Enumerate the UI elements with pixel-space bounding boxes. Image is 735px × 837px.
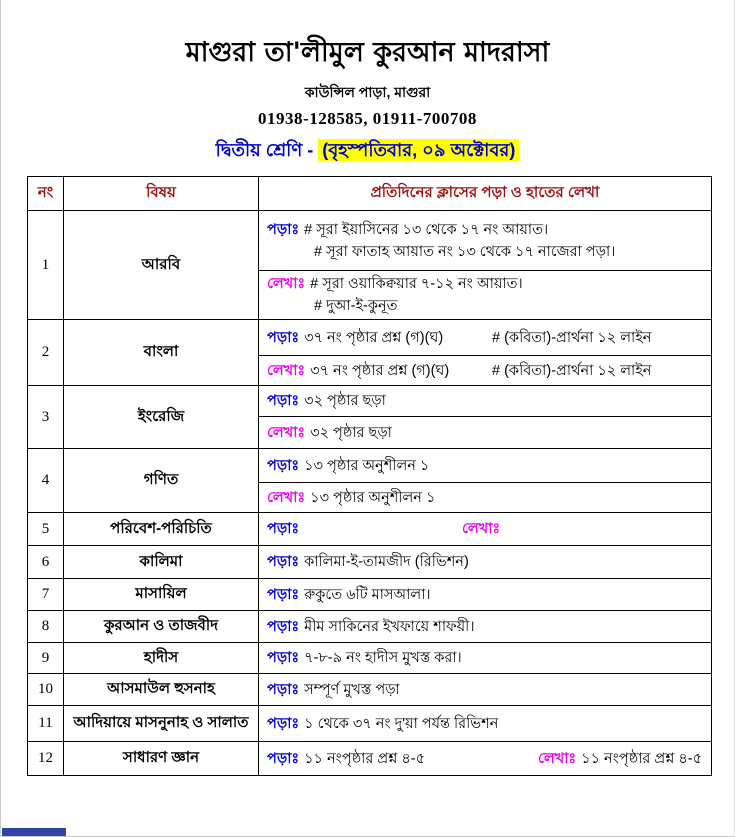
column-header-serial: নং [28,177,64,211]
read-label: পড়াঃ [267,586,300,603]
lesson-text: # সূরা ওয়াকিক্বয়ার ৭-১২ নং আয়াত। [310,276,523,292]
write-label: লেখাঃ [267,362,306,379]
row-number-cell: 2 [28,320,64,386]
lesson-text: মীম সাকিনের ইখফায়ে শাফয়ী। [304,618,475,635]
lesson-line [267,647,703,669]
content-cell [259,320,712,356]
subject-cell: পরিবেশ-পরিচিতি [64,513,259,546]
lesson-line [267,748,703,770]
lesson-line [267,584,703,606]
lesson-mid-chunk [462,518,505,540]
write-label: লেখাঃ [462,521,501,537]
row-number-cell: 10 [28,674,64,706]
content-cell [259,742,712,776]
content-cell [259,386,712,417]
read-label: পড়াঃ [267,554,300,570]
row-number-cell: 3 [28,386,64,449]
content-cell [259,417,712,449]
subject-cell: কালিমা [64,546,259,579]
subject-cell: ইংরেজি [64,386,259,449]
table-row [28,643,712,674]
lesson-line [267,455,703,477]
table-header-row [28,177,712,211]
read-label: পড়াঃ [267,750,300,767]
write-label: লেখাঃ [267,276,306,292]
table-row [28,742,712,776]
content-cell [259,674,712,706]
lesson-text: ১ থেকে ৩৭ নং দু'য়া পর্যন্ত রিভিশন [304,715,499,732]
row-number-cell: 9 [28,643,64,674]
subject-cell: মাসায়িল [64,579,259,611]
read-label: পড়াঃ [267,650,300,666]
subject-cell: সাধারণ জ্ঞান [64,742,259,776]
table-row [28,320,712,356]
content-cell [259,546,712,579]
lesson-line-2: # দুআ-ই-কুনূত [314,298,398,314]
subject-cell: বাংলা [64,320,259,386]
lesson-line [267,327,703,349]
lesson-line [267,679,703,701]
lesson-mid-chunk [492,360,651,382]
content-cell [259,611,712,643]
write-label: লেখাঃ [267,489,306,506]
class-heading [1,137,734,163]
lesson-mid-text: # (কবিতা)-প্রার্থনা ১২ লাইন [492,362,652,379]
row-number-cell: 1 [28,211,64,320]
lesson-text: ১৩ পৃষ্ঠার অনুশীলন ১ [304,457,430,474]
column-header-lesson: প্রতিদিনের ক্লাসের পড়া ও হাতের লেখা [259,177,712,211]
class-name-label: দ্বিতীয় শ্রেণি - [215,140,319,160]
row-number-cell: 11 [28,706,64,742]
content-cell [259,513,712,546]
read-label: পড়াঃ [267,457,300,474]
lesson-text: ৩২ পৃষ্ঠার ছড়া [304,393,386,409]
table-row [28,706,712,742]
lesson-line [267,422,703,444]
row-number-cell: 4 [28,449,64,513]
table-row [28,513,712,546]
lesson-line [267,487,703,509]
read-label: পড়াঃ [267,521,300,537]
lesson-text: ৭-৮-৯ নং হাদীস মুখস্ত করা। [304,650,462,666]
subject-cell: আসমাউল হুসনাহ [64,674,259,706]
lesson-text: ৩২ পৃষ্ঠার ছড়া [310,424,392,441]
lesson-line-2: # সূরা ফাতাহ আয়াত নং ১৩ থেকে ১৭ নাজেরা পড়া। [314,243,616,260]
content-cell [259,356,712,386]
table-row [28,546,712,579]
lesson-schedule-table [27,176,712,776]
subject-cell: আদিয়ায়ে মাসনুনাহ ও সালাত [64,706,259,742]
table-row [28,579,712,611]
content-cell [259,706,712,742]
subject-cell: আরবি [64,211,259,320]
subject-cell: গণিত [64,449,259,513]
table-row [28,449,712,483]
lesson-line [267,616,703,638]
lesson-mid-text: ১১ নংপৃষ্ঠার প্রশ্ন ৪-৫ [581,750,703,767]
phone-numbers: 01938-128585, 01911-700708 [258,109,477,128]
table-row [28,386,712,417]
lesson-line [267,713,703,735]
write-label: লেখাঃ [538,750,577,767]
lesson-text: # সূরা ইয়াসিনের ১৩ থেকে ১৭ নং আয়াত। [304,221,549,238]
read-label: পড়াঃ [267,715,300,732]
row-number-cell: 12 [28,742,64,776]
lesson-mid-chunk [492,327,651,349]
lesson-line [267,360,703,382]
row-number-cell: 6 [28,546,64,579]
lesson-line [267,518,703,540]
content-cell [259,579,712,611]
row-number-cell: 5 [28,513,64,546]
lesson-text: ৩৭ নং পৃষ্ঠার প্রশ্ন (গ)(ঘ) [310,362,450,379]
read-label: পড়াঃ [267,221,300,238]
content-cell [259,643,712,674]
address-line: কাউন্সিল পাড়া, মাগুরা [304,84,431,100]
lesson-text: সম্পূর্ণ মুখস্ত পড়া [304,681,400,698]
content-cell [259,449,712,483]
bottom-left-blue-bar [2,828,66,836]
lesson-text: কালিমা-ই-তামজীদ (রিভিশন) [304,554,469,570]
row-number-cell: 8 [28,611,64,643]
lesson-line [267,219,703,241]
lesson-line [267,551,703,573]
content-cell [259,271,712,320]
lesson-line [267,273,703,295]
subject-cell: হাদীস [64,643,259,674]
read-label: পড়াঃ [267,618,300,635]
subject-cell: কুরআন ও তাজবীদ [64,611,259,643]
lesson-text: ১১ নংপৃষ্ঠার প্রশ্ন ৪-৫ [304,750,426,767]
lesson-line [267,390,703,412]
lesson-text: ১৩ পৃষ্ঠার অনুশীলন ১ [310,489,436,506]
column-header-subject: বিষয় [64,177,259,211]
page-title: মাগুরা তা'লীমুল কুরআন মাদরাসা [185,37,550,68]
class-date-highlight: (বৃহস্পতিবার, ০৯ অক্টোবর) [318,139,519,161]
read-label: পড়াঃ [267,393,300,409]
content-cell [259,211,712,271]
table-row [28,674,712,706]
lesson-mid-text: # (কবিতা)-প্রার্থনা ১২ লাইন [492,329,652,346]
row-number-cell: 7 [28,579,64,611]
content-cell [259,483,712,513]
read-label: পড়াঃ [267,681,300,698]
lesson-mid-chunk [538,748,702,770]
table-row [28,611,712,643]
lesson-text: ৩৭ নং পৃষ্ঠার প্রশ্ন (গ)(ঘ) [304,329,444,346]
write-label: লেখাঃ [267,424,306,441]
read-label: পড়াঃ [267,329,300,346]
lesson-text: রুকুতে ৬টি মাসআলা। [304,586,431,603]
table-row [28,211,712,271]
